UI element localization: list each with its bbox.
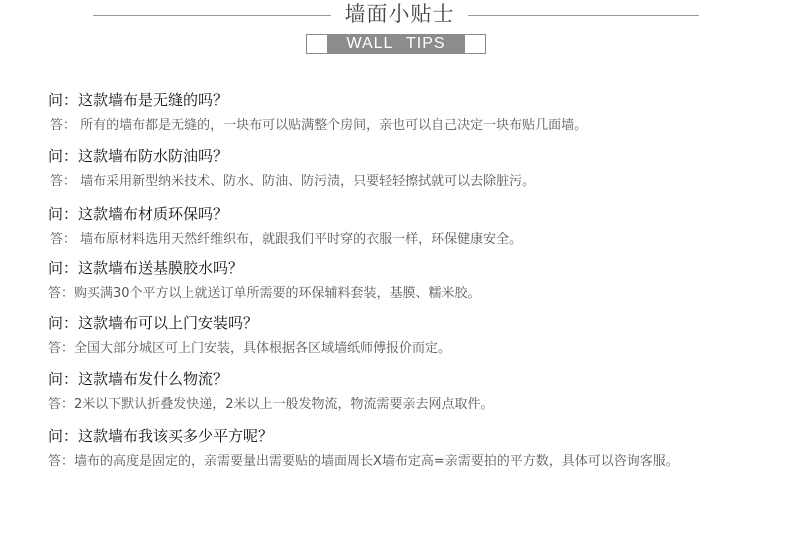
faq-item-7 xyxy=(48,425,748,473)
header xyxy=(0,0,790,60)
page-title: 墙面小贴士 xyxy=(344,2,455,26)
faq-item-4 xyxy=(48,257,748,305)
faq-answer-2: 答： 墙布采用新型纳米技术、防水、防油、防污渍，只要轻轻擦拭就可以去除脏污。 xyxy=(50,174,536,189)
faq-answer-1: 答： 所有的墙布都是无缝的，一块布可以贴满整个房间，亲也可以自己决定一块布贴几面墙。 xyxy=(50,118,588,133)
subtitle-banner xyxy=(306,34,486,54)
faq-answer-3: 答： 墙布原材料选用天然纤维织布，就跟我们平时穿的衣服一样，环保健康安全。 xyxy=(50,232,523,247)
faq-question-5: 问：这款墙布可以上门安装吗？ xyxy=(48,314,259,332)
faq-question-6: 问：这款墙布发什么物流？ xyxy=(48,370,229,388)
faq-question-7: 问：这款墙布我该买多少平方呢？ xyxy=(48,427,274,445)
subtitle-text: WALL TIPS xyxy=(346,35,446,52)
faq-question-1: 问：这款墙布是无缝的吗？ xyxy=(48,91,229,109)
faq-answer-6: 答：2米以下默认折叠发快递，2米以上一般发物流，物流需要亲去网点取件。 xyxy=(48,397,494,412)
faq-answer-5: 答：全国大部分城区可上门安装，具体根据各区域墙纸师傅报价而定。 xyxy=(48,341,452,356)
faq-item-5 xyxy=(48,312,748,360)
faq-item-6 xyxy=(48,368,748,416)
header-left-rule xyxy=(93,15,331,16)
faq-answer-7: 答：墙布的高度是固定的，亲需要量出需要贴的墙面周长X墙布定高=亲需要拍的平方数，具体可以咨询客服。 xyxy=(48,454,679,469)
faq-question-2: 问：这款墙布防水防油吗？ xyxy=(48,147,229,165)
header-right-rule xyxy=(468,15,699,16)
faq-answer-4: 答：购买满30个平方以上就送订单所需要的环保辅料套装，基膜、糯米胶。 xyxy=(48,286,481,301)
faq-question-4: 问：这款墙布送基膜胶水吗？ xyxy=(48,259,244,277)
faq-question-3: 问：这款墙布材质环保吗？ xyxy=(48,205,229,223)
faq-item-1 xyxy=(48,89,748,137)
faq-item-3 xyxy=(48,203,748,251)
faq-item-2 xyxy=(48,145,748,193)
